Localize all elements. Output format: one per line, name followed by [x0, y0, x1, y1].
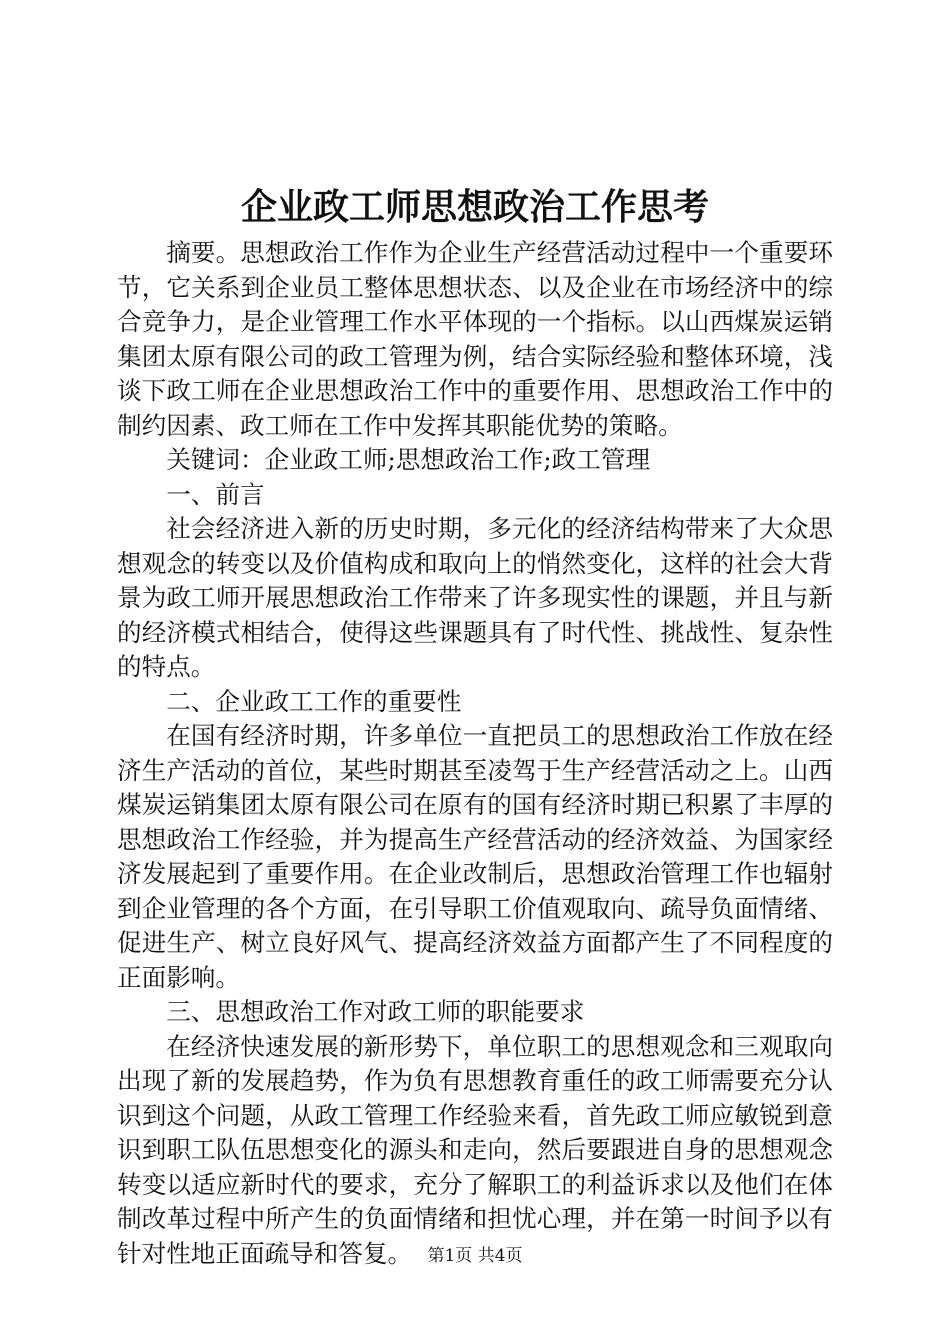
keywords-line: 关键词：企业政工师;思想政治工作;政工管理: [166, 445, 651, 474]
document-title: 企业政工师思想政治工作思考: [240, 187, 709, 228]
section-paragraph-3: 在经济快速发展的新形势下，单位职工的思想观念和三观取向出现了新的发展趋势，作为负有思想教育重任的政工师需要充分认识到这个问题，从政工管理工作经验来看，首先政工师应敏锐到意识到职工队伍思想变化的源头和走向，然后要跟进自身的思想观念转变以适应新时代的要求，充分了解职工的利益诉求以及他们在体制改革过程中所产生的负面情绪和担忧心理，并在第一时间予以有针对性地正面疏导和答复。: [117, 1031, 833, 1268]
document-body: [117, 236, 833, 1271]
section-paragraph-1: 社会经济进入新的历史时期，多元化的经济结构带来了大众思想观念的转变以及价值构成和取向上的悄然变化，这样的社会大背景为政工师开展思想政治工作带来了许多现实性的课题，并且与新的经济模式相结合，使得这些课题具有了时代性、挑战性、复杂性的特点。: [117, 514, 833, 681]
section-heading-2: 二、企业政工工作的重要性: [166, 686, 462, 716]
section-heading-3: 三、思想政治工作对政工师的职能要求: [166, 997, 585, 1026]
abstract-paragraph: 摘要。思想政治工作作为企业生产经营活动过程中一个重要环节，它关系到企业员工整体思想状态、以及企业在市场经济中的综合竞争力，是企业管理工作水平体现的一个指标。以山西煤炭运销集团太原有限公司的政工管理为例，结合实际经验和整体环境，浅谈下政工师在企业思想政治工作中的重要作用、思想政治工作中的制约因素、政工师在工作中发挥其职能优势的策略。: [117, 238, 833, 440]
page-number-footer: 第1页 共4页: [427, 1246, 523, 1266]
section-heading-1: 一、前言: [166, 479, 265, 509]
section-paragraph-2: 在国有经济时期，许多单位一直把员工的思想政治工作放在经济生产活动的首位，某些时期甚至凌驾于生产经营活动之上。山西煤炭运销集团太原有限公司在原有的国有经济时期已积累了丰厚的思想政治工作经验，并为提高生产经营活动的经济效益、为国家经济发展起到了重要作用。在企业改制后，思想政治管理工作也辐射到企业管理的各个方面，在引导职工价值观取向、疏导负面情绪、促进生产、树立良好风气、提高经济效益方面都产生了不同程度的正面影响。: [117, 721, 833, 992]
